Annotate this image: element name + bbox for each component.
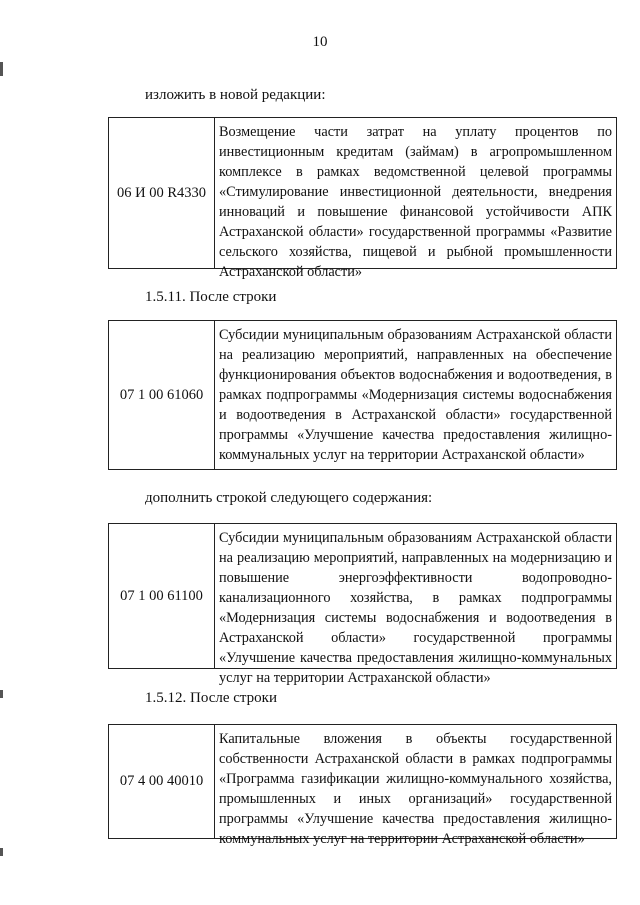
paragraph-instruction-1: изложить в новой редакции: — [145, 87, 326, 103]
row-code: 07 4 00 40010 — [109, 725, 215, 838]
row-description: Субсидии муниципальным образованиям Астраханской области на реализацию мероприятий, направленных на модернизацию и повышение энергоэффективности водопроводно-канализационного хозяйства, в рамках подпрограммы «Модернизация системы водоснабжения и водоотведения в Астраханской области» государственной программы «Улучшение качества предоставления жилищно-коммунальных услуг на территории Астраханской области» — [219, 530, 612, 686]
page-number: 10 — [312, 34, 328, 50]
scan-edge-mark — [0, 62, 3, 76]
scan-edge-mark — [0, 690, 3, 698]
paragraph-section-1-5-11: 1.5.11. После строки — [145, 289, 277, 305]
table-row-4 — [108, 724, 617, 847]
table-row-3 — [108, 523, 617, 686]
row-code: 07 1 00 61060 — [109, 321, 215, 469]
paragraph-section-1-5-12: 1.5.12. После строки — [145, 690, 277, 706]
paragraph-instruction-2: дополнить строкой следующего содержания: — [145, 490, 433, 506]
row-code: 06 И 00 R4330 — [109, 118, 215, 268]
table-row-1 — [108, 117, 617, 280]
scan-edge-mark — [0, 848, 3, 856]
row-description: Капитальные вложения в объекты государственной собственности Астраханской области в рамках подпрограммы «Программа газификации жилищно-коммунального хозяйства, промышленных и иных организаций» государственной программы «Улучшение качества предоставления жилищно-коммунальных услуг на территории Астраханской области» — [219, 731, 612, 847]
row-description: Субсидии муниципальным образованиям Астраханской области на реализацию мероприятий, направленных на обеспечение функционирования объектов водоснабжения и водоотведения, в рамках подпрограммы «Модернизация системы водоснабжения и водоотведения в Астраханской области» государственной программы «Улучшение качества предоставления жилищно-коммунальных услуг на территории Астраханской области» — [219, 327, 612, 463]
row-description: Возмещение части затрат на уплату процентов по инвестиционным кредитам (займам) в агропромышленном комплексе в рамках ведомственной целевой программы «Стимулирование инвестиционной деятельности, внедрения инноваций и повышение финансовой устойчивости АПК Астраханской области» государственной программы «Развитие сельского хозяйства, пищевой и рыбной промышленности Астраханской области» — [219, 124, 612, 280]
row-code: 07 1 00 61100 — [109, 524, 215, 668]
table-row-2 — [108, 320, 617, 470]
